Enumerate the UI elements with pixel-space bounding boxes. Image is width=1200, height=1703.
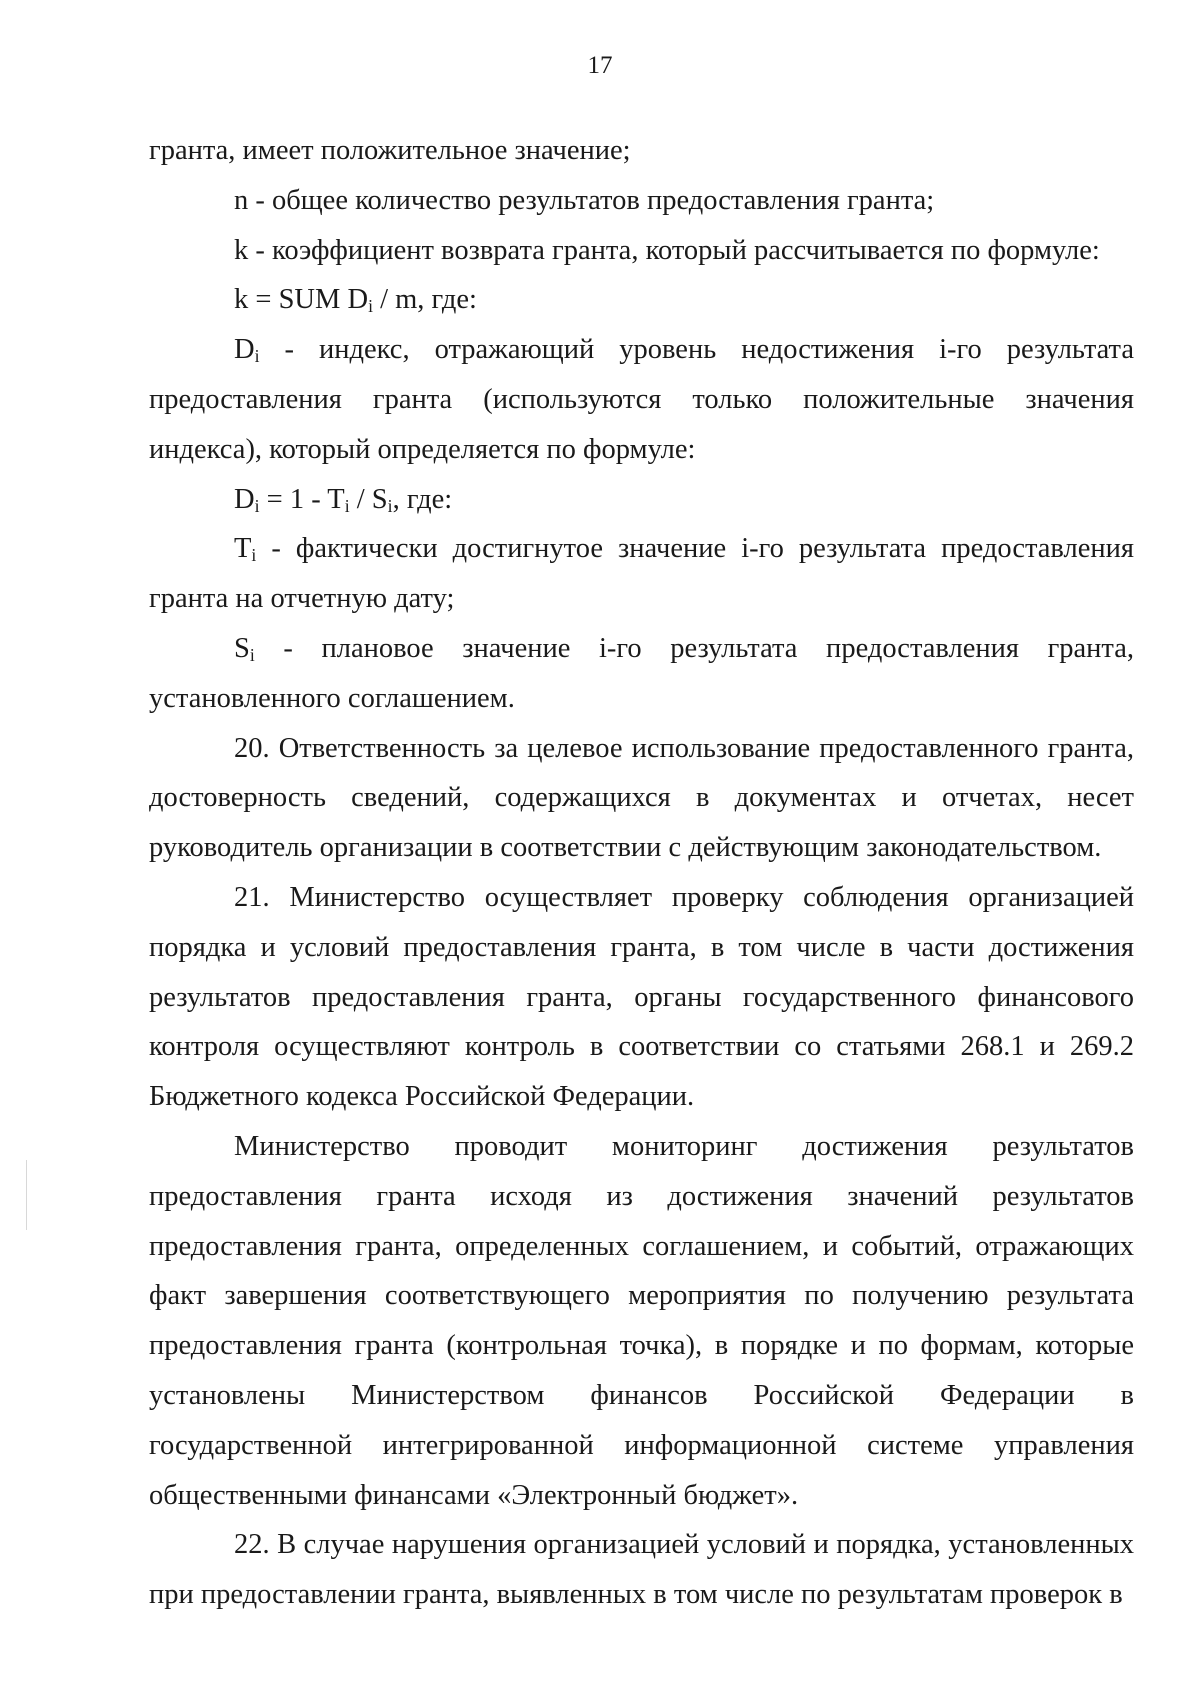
scan-margin-mark <box>26 1160 27 1230</box>
formula-k <box>149 275 1134 325</box>
formula-di-s-subscript: i <box>387 495 393 516</box>
formula-di <box>149 475 1134 525</box>
formula-di-d-subscript: i <box>254 495 260 516</box>
formula-di-tail: , где: <box>392 483 453 515</box>
symbol-d: D <box>234 334 255 366</box>
ti-definition-text: - фактически достигнутое значение i-го результата предоставления гранта на отчетную дату; <box>149 533 1134 615</box>
paragraph-grant-positive: гранта, имеет положительное значение; <box>149 135 631 166</box>
document-body <box>149 126 1134 1620</box>
paragraph-n-definition: n - общее количество результатов предоставления гранта; <box>234 184 935 216</box>
formula-k-lhs: k = SUM D <box>234 284 369 316</box>
paragraph-k-definition: k - коэффициент возврата гранта, который рассчитывается по формуле: <box>234 234 1100 266</box>
formula-di-s: / S <box>349 483 388 515</box>
symbol-d-subscript: i <box>254 346 260 367</box>
paragraph-21-inspection: 21. Министерство осуществляет проверку соблюдения организацией порядка и условий предоставления гранта, в том числе в части достижения результатов предоставления гранта, органы государственного финансового контроля осуществляют контроль в соответствии со статьями 268.1 и 269.2 Бюджетного кодекса Российской Федерации. <box>149 881 1134 1113</box>
di-definition-text: - индекс, отражающий уровень недостижения i-го результата предоставления гранта (используются только положительные значения индекса), который определяется по формуле: <box>149 334 1134 465</box>
symbol-t: T <box>234 533 252 565</box>
paragraph-di-definition <box>149 325 1134 474</box>
formula-di-d: D <box>234 483 255 515</box>
paragraph-22-violation: 22. В случае нарушения организацией условий и порядка, установленных при предоставлении гранта, выявленных в том числе по результатам проверок в <box>149 1529 1134 1611</box>
formula-k-subscript: i <box>368 296 373 317</box>
si-definition-text: - плановое значение i-го результата предоставления гранта, установленного соглашением. <box>149 632 1134 714</box>
paragraph-si-definition <box>149 624 1134 724</box>
symbol-s-subscript: i <box>249 644 255 665</box>
formula-di-t: = 1 - T <box>259 483 345 515</box>
page-number: 17 <box>587 52 613 79</box>
symbol-s: S <box>234 632 250 664</box>
paragraph-ti-definition <box>149 524 1134 624</box>
formula-k-rhs: / m, где: <box>372 284 477 316</box>
formula-di-t-subscript: i <box>344 495 350 516</box>
paragraph-monitoring: Министерство проводит мониторинг достижения результатов предоставления гранта исходя из достижения значений результатов предоставления гранта, определенных соглашением, и событий, отражающих факт завершения соответствующего мероприятия по получению результата предоставления гранта (контрольная точка), в порядке и по формам, которые установлены Министерством финансов Российской Федерации в государственной интегрированной информационной системе управления общественными финансами «Электронный бюджет». <box>149 1130 1134 1511</box>
symbol-t-subscript: i <box>251 545 257 566</box>
paragraph-20-responsibility: 20. Ответственность за целевое использование предоставленного гранта, достоверность сведений, содержащихся в документах и отчетах, несет руководитель организации в соответствии с действующим законодательством. <box>149 732 1134 864</box>
